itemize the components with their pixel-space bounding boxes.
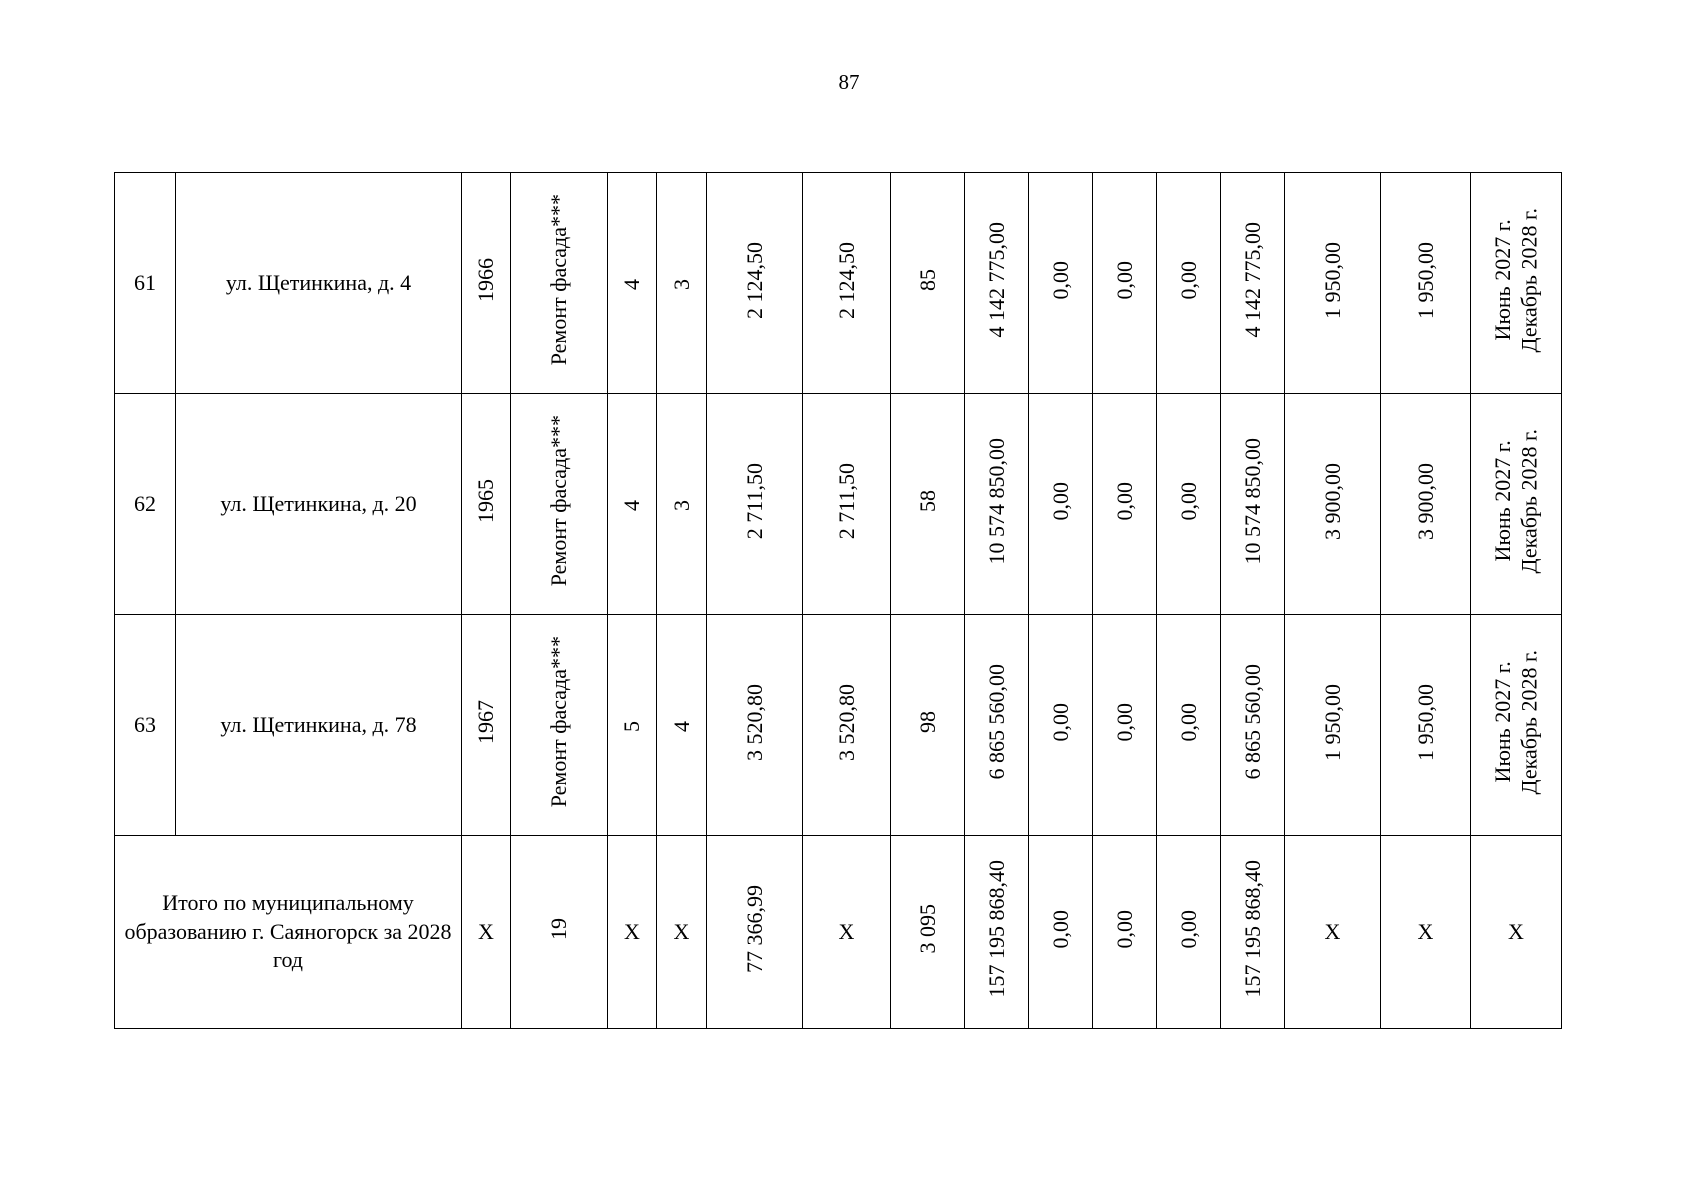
cost-total-value: 4 142 775,00: [983, 222, 1009, 338]
fund-owners-value: 4 142 775,00: [1239, 222, 1265, 338]
total-work-type-cell: [511, 836, 608, 1029]
fund-owners-value: 10 574 850,00: [1239, 437, 1265, 565]
fund-regional-cell: [1093, 394, 1157, 615]
floors-cell: [608, 394, 657, 615]
fund-regional-value: 0,00: [1111, 260, 1137, 300]
max-unit-cost-value: 3 900,00: [1412, 462, 1438, 540]
total-area-value: 2 711,50: [741, 462, 767, 540]
total-unit-cost-cell: X: [1285, 836, 1381, 1029]
fund-local-value: 0,00: [1175, 702, 1201, 742]
year-cell: [462, 394, 511, 615]
work-type-cell: [511, 394, 608, 615]
unit-cost-cell: [1285, 394, 1381, 615]
fund-owners-cell: [1221, 615, 1285, 836]
row-number: 61: [115, 173, 176, 394]
period-value: [1490, 429, 1543, 573]
floors-value: 4: [619, 279, 645, 290]
year-value: 1966: [473, 258, 499, 302]
living-area-value: 2 711,50: [833, 462, 859, 540]
entrances-cell: [657, 394, 707, 615]
fund-regional-value: 0,00: [1111, 481, 1137, 521]
fund-federal-cell: [1029, 615, 1093, 836]
total-fund-regional-value: 0,00: [1111, 909, 1137, 949]
fund-local-cell: [1157, 615, 1221, 836]
entrances-value: 3: [668, 279, 694, 290]
year-cell: [462, 615, 511, 836]
fund-regional-value: 0,00: [1111, 702, 1137, 742]
floors-value: 5: [619, 721, 645, 732]
fund-federal-cell: [1029, 173, 1093, 394]
fund-federal-value: 0,00: [1047, 481, 1073, 521]
fund-local-value: 0,00: [1175, 260, 1201, 300]
address-cell: ул. Щетинкина, д. 20: [176, 394, 462, 615]
address-cell: ул. Щетинкина, д. 4: [176, 173, 462, 394]
fund-local-cell: [1157, 394, 1221, 615]
total-row: [115, 836, 1562, 1029]
residents-value: 85: [914, 269, 940, 291]
year-value: 1965: [473, 479, 499, 523]
entrances-value: 3: [668, 500, 694, 511]
total-fund-owners-value: 157 195 868,40: [1239, 860, 1265, 998]
fund-regional-cell: [1093, 615, 1157, 836]
total-cost-value: 157 195 868,40: [983, 860, 1009, 998]
fund-regional-cell: [1093, 173, 1157, 394]
total-residents-cell: [891, 836, 965, 1029]
work-type-value: Ремонт фасада***: [546, 194, 572, 366]
fund-local-value: 0,00: [1175, 481, 1201, 521]
total-fund-owners-cell: [1221, 836, 1285, 1029]
cost-total-cell: [965, 615, 1029, 836]
total-area-sum-value: 77 366,99: [741, 885, 767, 973]
fund-federal-cell: [1029, 394, 1093, 615]
work-type-cell: [511, 615, 608, 836]
max-unit-cost-cell: [1381, 173, 1471, 394]
total-period-cell: X: [1471, 836, 1562, 1029]
total-area-cell: [707, 173, 803, 394]
fund-local-cell: [1157, 173, 1221, 394]
cost-total-cell: [965, 394, 1029, 615]
unit-cost-value: 3 900,00: [1319, 462, 1345, 540]
residents-value: 98: [914, 711, 940, 733]
unit-cost-value: 1 950,00: [1319, 241, 1345, 319]
living-area-value: 2 124,50: [833, 241, 859, 319]
fund-owners-value: 6 865 560,00: [1239, 664, 1265, 780]
period-end: Декабрь 2028 г.: [1516, 428, 1541, 574]
total-living-area-cell: X: [803, 836, 891, 1029]
period-end: Декабрь 2028 г.: [1516, 649, 1541, 795]
max-unit-cost-cell: [1381, 394, 1471, 615]
total-area-cell: [707, 615, 803, 836]
fund-federal-value: 0,00: [1047, 702, 1073, 742]
entrances-cell: [657, 615, 707, 836]
total-year-cell: X: [462, 836, 511, 1029]
living-area-value: 3 520,80: [833, 683, 859, 761]
floors-cell: [608, 615, 657, 836]
residents-cell: [891, 173, 965, 394]
total-cost-cell: [965, 836, 1029, 1029]
fund-owners-cell: [1221, 173, 1285, 394]
fund-federal-value: 0,00: [1047, 260, 1073, 300]
total-area-sum-cell: [707, 836, 803, 1029]
period-start: Июнь 2027 г.: [1489, 219, 1515, 341]
period-start: Июнь 2027 г.: [1489, 440, 1515, 562]
cost-total-cell: [965, 173, 1029, 394]
total-fund-federal-cell: [1029, 836, 1093, 1029]
max-unit-cost-value: 1 950,00: [1412, 241, 1438, 319]
cost-total-value: 10 574 850,00: [983, 437, 1009, 565]
total-area-value: 3 520,80: [741, 683, 767, 761]
row-number: 62: [115, 394, 176, 615]
residents-cell: [891, 394, 965, 615]
max-unit-cost-value: 1 950,00: [1412, 683, 1438, 761]
period-end: Декабрь 2028 г.: [1516, 207, 1541, 353]
work-type-value: Ремонт фасада***: [546, 415, 572, 587]
floors-cell: [608, 173, 657, 394]
living-area-cell: [803, 615, 891, 836]
period-cell: [1471, 394, 1562, 615]
year-value: 1967: [473, 700, 499, 744]
unit-cost-value: 1 950,00: [1319, 683, 1345, 761]
page-number: 87: [838, 70, 860, 94]
total-entrances-cell: X: [657, 836, 707, 1029]
unit-cost-cell: [1285, 173, 1381, 394]
work-type-value: Ремонт фасада***: [546, 636, 572, 808]
address-cell: ул. Щетинкина, д. 78: [176, 615, 462, 836]
total-max-unit-cost-cell: X: [1381, 836, 1471, 1029]
max-unit-cost-cell: [1381, 615, 1471, 836]
period-value: [1490, 650, 1543, 794]
total-fund-federal-value: 0,00: [1047, 909, 1073, 949]
total-fund-local-value: 0,00: [1175, 909, 1201, 949]
living-area-cell: [803, 173, 891, 394]
period-value: [1490, 208, 1543, 352]
residents-cell: [891, 615, 965, 836]
total-label: Итого по муниципальному образованию г. Саяногорск за 2028 год: [115, 836, 462, 1029]
residents-value: 58: [914, 490, 940, 512]
total-work-count-value: 19: [546, 918, 572, 940]
entrances-cell: [657, 173, 707, 394]
total-area-value: 2 124,50: [741, 241, 767, 319]
repair-program-table: [114, 172, 1562, 1029]
total-fund-regional-cell: [1093, 836, 1157, 1029]
work-type-cell: [511, 173, 608, 394]
table-row: [115, 615, 1562, 836]
total-residents-value: 3 095: [914, 904, 940, 954]
row-number: 63: [115, 615, 176, 836]
table-row: [115, 173, 1562, 394]
unit-cost-cell: [1285, 615, 1381, 836]
total-floors-cell: X: [608, 836, 657, 1029]
period-cell: [1471, 615, 1562, 836]
fund-owners-cell: [1221, 394, 1285, 615]
cost-total-value: 6 865 560,00: [983, 664, 1009, 780]
entrances-value: 4: [668, 721, 694, 732]
floors-value: 4: [619, 500, 645, 511]
total-area-cell: [707, 394, 803, 615]
period-cell: [1471, 173, 1562, 394]
period-start: Июнь 2027 г.: [1489, 661, 1515, 783]
table-row: [115, 394, 1562, 615]
total-fund-local-cell: [1157, 836, 1221, 1029]
living-area-cell: [803, 394, 891, 615]
year-cell: [462, 173, 511, 394]
